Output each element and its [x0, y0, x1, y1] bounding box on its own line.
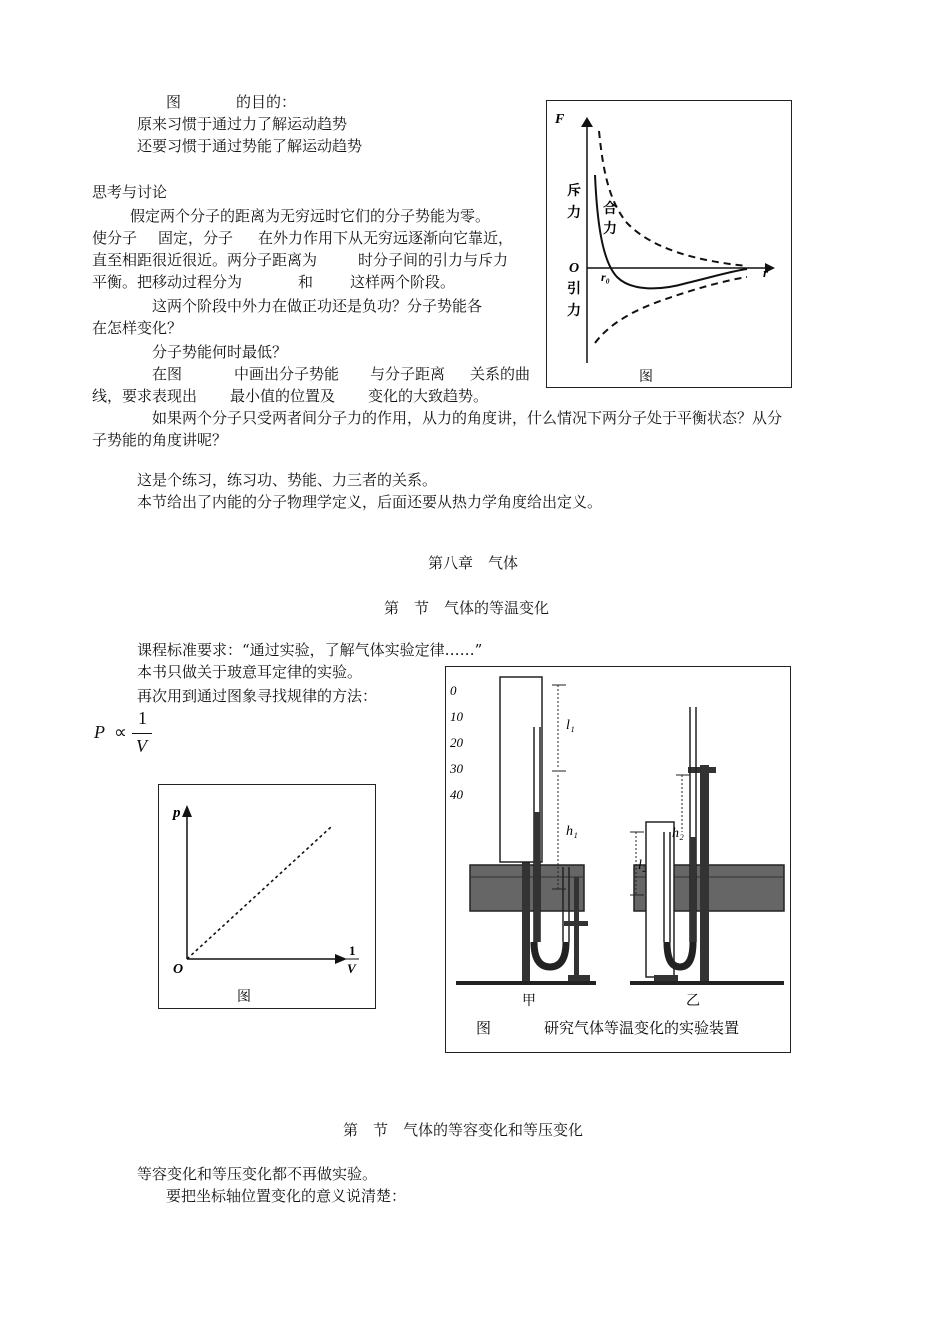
origin-label: O: [569, 261, 580, 276]
discussion-p3b: 时分子间的引力与斥力: [358, 251, 509, 269]
resultant-label-2: 力: [603, 222, 617, 237]
left-support-rod: [522, 855, 530, 981]
question2: 分子势能何时最低？: [152, 343, 288, 361]
repulsion-label-1: 斥: [567, 184, 581, 199]
intro-line2: 原来习惯于通过力了解运动趋势: [137, 115, 348, 133]
formula-denominator: V: [136, 736, 147, 756]
scale-10: 10: [450, 709, 463, 724]
scale-0: 0: [450, 683, 457, 698]
intro-line1-b: 的目的：: [236, 93, 297, 111]
pv-origin-label: O: [173, 962, 184, 977]
f-axis-label: F: [555, 112, 565, 127]
question3-c: 与分子距离: [370, 365, 446, 383]
isochoric-line: 等容变化和等压变化都不再做实验。: [137, 1165, 378, 1183]
p-axis-label: p: [173, 805, 181, 821]
section1-title: 第 节 气体的等温变化: [384, 599, 550, 617]
question3-e: 线，要求表现出: [92, 387, 198, 405]
right-support-rod: [700, 765, 709, 981]
discussion-p2b: 固定，分子: [158, 229, 234, 247]
axis-meaning-line: 要把坐标轴位置变化的意义说清楚：: [166, 1187, 407, 1205]
right-apparatus-label: 乙: [686, 994, 700, 1009]
h1-label: h₁: [566, 824, 578, 839]
chapter-title: 第八章 气体: [428, 554, 519, 572]
apparatus-caption-a: 图: [476, 1021, 492, 1037]
discussion-p2c: 在外力作用下从无穷远逐渐向它靠近，: [258, 229, 514, 247]
intro-line3: 还要习惯于通过势能了解运动趋势: [137, 137, 363, 155]
note2: 本节给出了内能的分子物理学定义，后面还要从热力学角度给出定义。: [137, 493, 603, 511]
formula-numerator: 1: [138, 708, 147, 728]
question3-f: 最小值的位置及: [230, 387, 336, 405]
pv-graph: [159, 785, 375, 1008]
attraction-label-1: 引: [567, 282, 581, 297]
scale-30: 30: [450, 761, 463, 776]
discussion-p3: 直至相距很近很近。两分子距离为: [92, 251, 318, 269]
repulsion-label-2: 力: [567, 206, 581, 221]
proportionality-formula: [94, 708, 164, 762]
graph-method-line: 再次用到通过图象寻找规律的方法：: [137, 687, 378, 705]
apparatus-caption-b: 研究气体等温变化的实验装置: [544, 1021, 740, 1037]
question3-b: 中画出分子势能: [234, 365, 340, 383]
l2-label: l₂: [638, 858, 647, 873]
section2-title: 第 节 气体的等容变化和等压变化: [343, 1121, 584, 1139]
h2-label: h₂: [672, 826, 684, 841]
boyle-line: 本书只做关于玻意耳定律的实验。: [137, 663, 363, 681]
l1-label: l₁: [566, 718, 575, 733]
scale-40: 40: [450, 787, 463, 802]
note1: 这是个练习，练习功、势能、力三者的关系。: [137, 471, 438, 489]
discussion-p4c: 这样两个阶段。: [350, 273, 456, 291]
r-axis-label: r: [763, 265, 769, 280]
question1-b: 在怎样变化？: [92, 319, 183, 337]
question3-g: 变化的大致趋势。: [368, 387, 489, 405]
question3-d: 关系的曲: [470, 365, 531, 383]
resultant-curve: [595, 175, 747, 288]
resultant-label-1: 合: [603, 202, 617, 217]
pv-figure-caption: 图: [237, 990, 251, 1005]
question1-a: 这两个阶段中外力在做正功还是负功？分子势能各: [152, 297, 483, 315]
force-distance-figure: [546, 100, 792, 388]
intro-line1-a: 图: [166, 93, 182, 111]
discussion-p2a: 使分子: [92, 229, 138, 247]
discussion-p1: 假定两个分子的距离为无穷远时它们的分子势能为零。: [130, 207, 491, 225]
apparatus-figure: [445, 666, 791, 1053]
pv-dashed-line: [187, 827, 331, 959]
inv-v-axis-den: V: [347, 961, 356, 976]
r0-label: r₀: [601, 270, 610, 284]
discussion-p4b: 和: [298, 273, 314, 291]
inv-v-axis-num: 1: [349, 943, 356, 958]
scale-20: 20: [450, 735, 463, 750]
formula-proportional: ∝: [114, 722, 127, 742]
discussion-heading: 思考与讨论: [92, 183, 168, 201]
question4-b: 子势能的角度讲呢？: [92, 431, 228, 449]
force-figure-caption: 图: [639, 370, 653, 385]
discussion-p4a: 平衡。把移动过程分为: [92, 273, 243, 291]
apparatus-diagram: [446, 667, 790, 1052]
force-distance-diagram: [547, 101, 791, 387]
attraction-label-2: 力: [567, 304, 581, 319]
question3-a: 在图: [152, 365, 183, 383]
repulsion-curve: [599, 131, 747, 266]
formula-p: P: [94, 722, 105, 742]
pv-figure: [158, 784, 376, 1009]
question4-a: 如果两个分子只受两者间分子力的作用，从力的角度讲，什么情况下两分子处于平衡状态？从分: [152, 409, 783, 427]
standard-line: 课程标准要求：“通过实验，了解气体实验定律……”: [137, 641, 483, 659]
left-apparatus-label: 甲: [522, 994, 536, 1009]
